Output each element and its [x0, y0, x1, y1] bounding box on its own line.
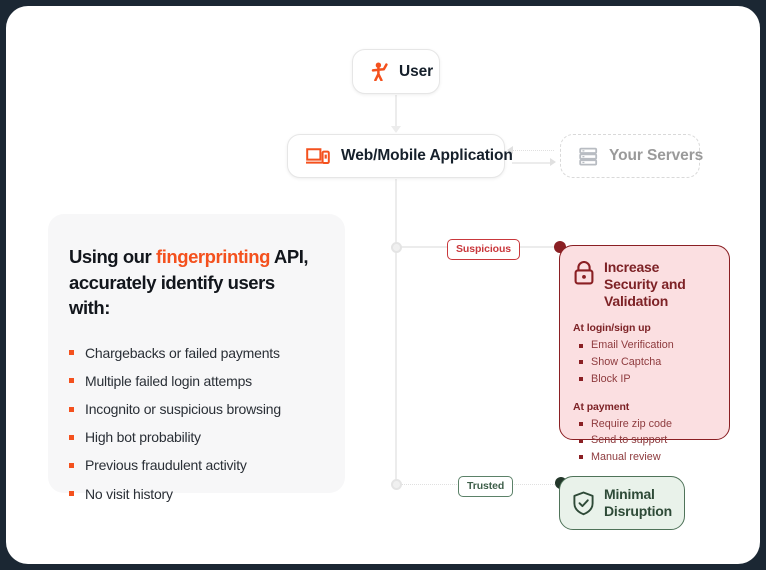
- list-item: [69, 395, 319, 423]
- bullet-icon: [69, 378, 74, 383]
- bullet-icon: [69, 350, 74, 355]
- server-stack-icon: [579, 147, 598, 166]
- node-user-label: User: [399, 62, 434, 80]
- branch-label-trusted: Trusted: [458, 476, 513, 497]
- bullet-icon: [579, 377, 583, 381]
- branch-label-suspicious: Suspicious: [447, 239, 520, 260]
- junction-suspicious: [391, 242, 402, 253]
- security-item-label: Email Verification: [591, 339, 674, 352]
- list-item: [573, 371, 715, 388]
- security-group-list-login: [573, 337, 715, 387]
- connector-user-to-app: [395, 95, 397, 128]
- security-item-label: Show Captcha: [591, 356, 662, 369]
- connector-app-to-servers-dashed: [512, 150, 554, 151]
- minimal-card-title: Minimal Disruption: [604, 486, 672, 519]
- card-increase-security[interactable]: [559, 245, 730, 464]
- list-item: [573, 354, 715, 371]
- list-item: [573, 432, 715, 449]
- heading-text-part2: API,: [269, 246, 309, 267]
- bullet-icon: [69, 491, 74, 496]
- info-panel-heading: [69, 244, 319, 321]
- info-panel: [48, 214, 345, 502]
- security-item-label: Send to support: [591, 434, 668, 447]
- security-group-list-payment: [573, 416, 715, 466]
- heading-highlight-fingerprinting: fingerprinting: [155, 246, 270, 267]
- security-item-label: Manual review: [591, 451, 661, 464]
- bullet-icon: [69, 407, 74, 412]
- devices-icon: [306, 147, 330, 166]
- security-card-title: Increase Security and Validation: [604, 259, 686, 309]
- info-panel-list: [69, 339, 319, 508]
- junction-trusted: [391, 479, 402, 490]
- arrow-to-servers-icon: [550, 158, 556, 166]
- node-web-mobile-application[interactable]: [287, 134, 513, 178]
- node-app-label: Web/Mobile Application: [341, 147, 513, 164]
- lock-icon: [573, 261, 595, 285]
- list-item: [69, 339, 319, 367]
- bullet-icon: [579, 455, 583, 459]
- list-item: [69, 423, 319, 451]
- heading-text-line2: accurately identify users with:: [69, 271, 275, 319]
- bullet-icon: [579, 344, 583, 348]
- node-your-servers[interactable]: [560, 134, 704, 178]
- list-item: [573, 337, 715, 354]
- security-group-heading-payment: At payment: [573, 400, 630, 413]
- info-item-label: Multiple failed login attemps: [85, 372, 252, 389]
- heading-text-part1: Using our: [69, 246, 156, 267]
- list-item: [69, 367, 319, 395]
- bullet-icon: [579, 360, 583, 364]
- card-minimal-disruption[interactable]: [559, 476, 685, 530]
- user-person-icon: [371, 62, 388, 81]
- connector-app-trunk: [395, 179, 397, 484]
- arrow-user-to-app-icon: [391, 126, 401, 133]
- node-servers-label: Your Servers: [609, 147, 704, 164]
- info-item-label: No visit history: [85, 485, 173, 502]
- bullet-icon: [579, 422, 583, 426]
- list-item: [573, 449, 715, 466]
- info-item-label: High bot probability: [85, 429, 201, 446]
- security-item-label: Block IP: [591, 372, 631, 385]
- bullet-icon: [579, 439, 583, 443]
- shield-check-icon: [572, 491, 595, 516]
- security-card-header: [573, 259, 715, 309]
- info-item-label: Chargebacks or failed payments: [85, 344, 280, 361]
- info-item-label: Previous fraudulent activity: [85, 457, 247, 474]
- list-item: [69, 451, 319, 479]
- list-item: [573, 416, 715, 433]
- diagram-canvas: [6, 6, 760, 564]
- security-group-heading-login: At login/sign up: [573, 322, 651, 335]
- node-user[interactable]: [352, 49, 440, 94]
- bullet-icon: [69, 435, 74, 440]
- bullet-icon: [69, 463, 74, 468]
- list-item: [69, 479, 319, 507]
- connector-servers-to-app-solid: [512, 162, 552, 164]
- security-item-label: Require zip code: [591, 417, 673, 430]
- info-item-label: Incognito or suspicious browsing: [85, 401, 281, 418]
